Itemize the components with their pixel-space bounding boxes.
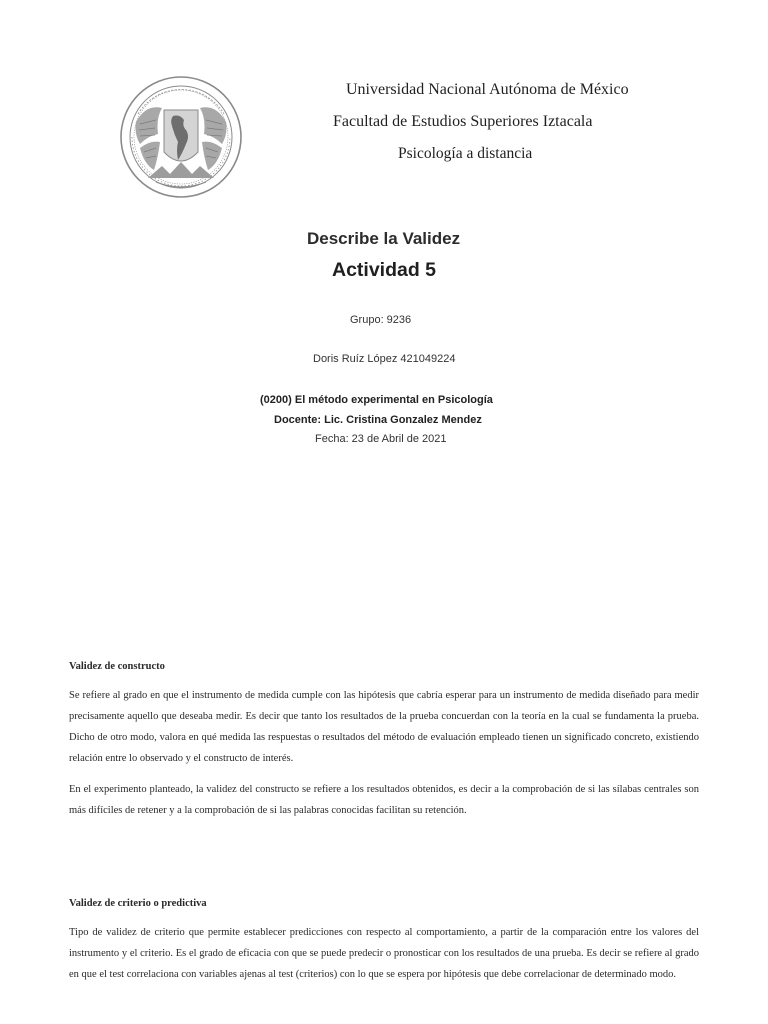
activity-title: Actividad 5	[332, 259, 437, 281]
section-paragraph: Tipo de validez de criterio que permite establecer predicciones con respecto al comportamiento, a partir de la comparación entre los valores del instrumento y el criterio. Es el grado de eficacia con que se puede predecir o pronosticar con los resultados de una prueba. Es decir se refiere al grado en que el test correlaciona con variables ajenas al test (criterios) con lo que se espera por hipótesis que debe correlacionar de determinado modo.	[69, 927, 699, 980]
unam-seal-icon	[118, 74, 244, 200]
section-heading: Validez de constructo	[69, 661, 165, 672]
section-paragraph: Se refiere al grado en que el instrumento de medida cumple con las hipótesis que cabría esperar para un instrumento de medida diseñado para medir precisamente aquello que deseaba medir. Es decir que tanto los resultados de la prueba concuerdan con la teoría en la cual se fundamenta la prueba. Dicho de otro modo, valora en qué medida las respuestas o resultados del método de evaluación empleado tienen un significado concreto, existiendo relación entre lo observado y el constructo de interés.	[69, 690, 699, 764]
section-heading: Validez de criterio o predictiva	[69, 898, 207, 909]
section-construct-validity	[69, 661, 699, 821]
course-label: (0200) El método experimental en Psicología	[260, 394, 493, 406]
teacher-label: Docente: Lic. Cristina Gonzalez Mendez	[274, 414, 482, 426]
author-label: Doris Ruíz López 421049224	[313, 353, 456, 365]
faculty-name: Facultad de Estudios Superiores Iztacala	[333, 113, 593, 130]
section-paragraph: En el experimento planteado, la validez del constructo se refiere a los resultados obtenidos, es decir a la comprobación de si las sílabas centrales son más difíciles de retener y a la comprobación de si las palabras conocidas facilitan su retención.	[69, 784, 699, 816]
university-name: Universidad Nacional Autónoma de México	[346, 81, 629, 98]
section-criterion-validity	[69, 898, 699, 985]
date-label: Fecha: 23 de Abril de 2021	[315, 433, 447, 445]
program-name: Psicología a distancia	[398, 145, 533, 162]
document-title: Describe la Validez	[307, 229, 461, 248]
group-label: Grupo: 9236	[350, 314, 412, 326]
